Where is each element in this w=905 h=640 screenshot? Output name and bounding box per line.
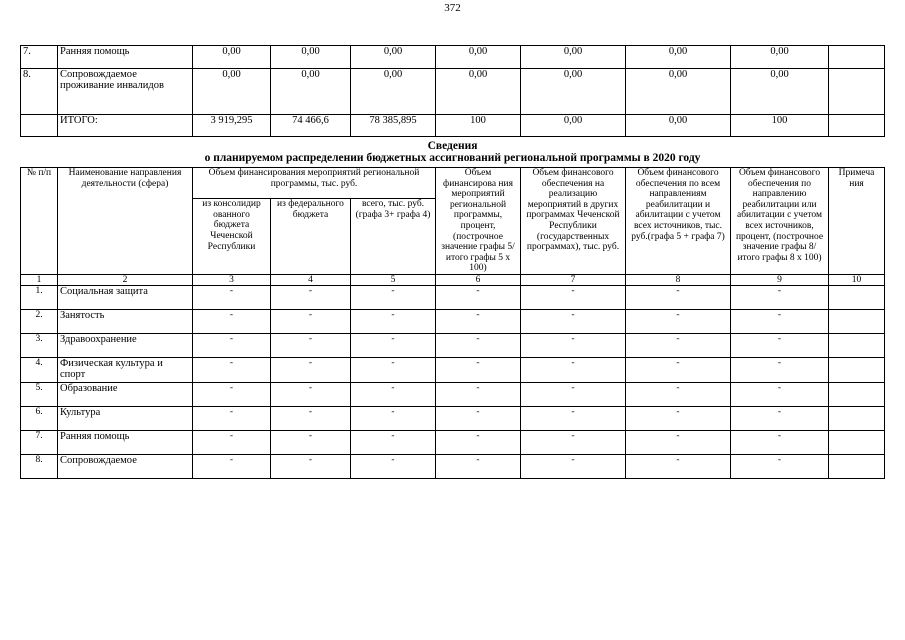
table-row: [21, 309, 885, 333]
row-value: -: [436, 357, 521, 382]
row-value: 100: [436, 115, 521, 137]
row-value: [829, 454, 885, 478]
column-number: 1: [21, 274, 58, 285]
column-number: 2: [58, 274, 193, 285]
row-value: -: [351, 309, 436, 333]
table-row: [21, 285, 885, 309]
column-number: 3: [193, 274, 271, 285]
row-value: -: [271, 357, 351, 382]
row-name: ИТОГО:: [58, 115, 193, 137]
row-value: -: [193, 309, 271, 333]
row-num: 8.: [21, 454, 58, 478]
table-row: [21, 333, 885, 357]
row-value: -: [731, 333, 829, 357]
row-value: [829, 46, 885, 69]
row-value: -: [626, 309, 731, 333]
row-value: -: [626, 430, 731, 454]
row-value: 0,00: [626, 46, 731, 69]
row-name: Сопровождаемое проживание инвалидов: [58, 69, 193, 115]
row-value: -: [731, 430, 829, 454]
header-col8: Объем финансового обеспечения по всем направлениям реабилитации и абилитации с учетом всех источников, тыс. руб.(графа 5 + графа 7): [626, 168, 731, 275]
header-col9: Объем финансового обеспечения по направлению реабилитации или абилитации с учетом всех источников, процент, (построчное значение графы 8/ итого графы 8 х 100): [731, 168, 829, 275]
row-value: 0,00: [193, 69, 271, 115]
column-number: 10: [829, 274, 885, 285]
row-value: -: [351, 406, 436, 430]
row-value: 0,00: [626, 69, 731, 115]
row-value: -: [521, 357, 626, 382]
page-number: 372: [444, 2, 461, 14]
row-value: -: [436, 406, 521, 430]
table-row: [21, 382, 885, 406]
row-value: [829, 309, 885, 333]
column-number: 7: [521, 274, 626, 285]
row-num: 3.: [21, 333, 58, 357]
row-num: 7.: [21, 430, 58, 454]
table1-body: [21, 46, 885, 137]
row-value: -: [271, 454, 351, 478]
row-value: -: [521, 430, 626, 454]
row-num: 2.: [21, 309, 58, 333]
row-name: Социальная защита: [58, 285, 193, 309]
row-value: [829, 69, 885, 115]
column-numbers-row: [21, 274, 885, 285]
budget-distribution-table: [20, 167, 885, 479]
row-value: 0,00: [521, 46, 626, 69]
row-value: -: [521, 454, 626, 478]
row-value: -: [626, 357, 731, 382]
row-value: -: [731, 454, 829, 478]
row-value: -: [626, 454, 731, 478]
row-value: -: [271, 382, 351, 406]
row-value: -: [271, 309, 351, 333]
row-value: -: [521, 309, 626, 333]
header-name: Наименование направления деятельности (сфера): [58, 168, 193, 275]
row-value: -: [351, 382, 436, 406]
row-value: -: [521, 382, 626, 406]
row-value: -: [436, 285, 521, 309]
table2-body: [21, 285, 885, 478]
row-value: -: [271, 333, 351, 357]
row-name: Ранняя помощь: [58, 46, 193, 69]
column-number: 9: [731, 274, 829, 285]
row-num: 8.: [21, 69, 58, 115]
row-value: -: [521, 406, 626, 430]
column-number: 6: [436, 274, 521, 285]
header-sub1: из консолидир ованного бюджета Чеченской Республики: [193, 199, 271, 275]
header-num: № п/п: [21, 168, 58, 275]
table-row: [21, 430, 885, 454]
row-value: 3 919,295: [193, 115, 271, 137]
row-value: -: [626, 406, 731, 430]
row-num: 6.: [21, 406, 58, 430]
row-value: 0,00: [436, 69, 521, 115]
section-heading: [0, 140, 905, 164]
row-value: -: [731, 382, 829, 406]
row-value: -: [436, 454, 521, 478]
row-value: -: [193, 333, 271, 357]
row-value: -: [436, 309, 521, 333]
row-name: Сопровождаемое: [58, 454, 193, 478]
row-value: 0,00: [731, 46, 829, 69]
row-value: 100: [731, 115, 829, 137]
row-value: -: [521, 285, 626, 309]
row-num: 7.: [21, 46, 58, 69]
row-value: -: [271, 285, 351, 309]
row-value: 0,00: [521, 69, 626, 115]
row-name: Физическая культура и спорт: [58, 357, 193, 382]
row-value: -: [731, 406, 829, 430]
row-value: [829, 430, 885, 454]
heading-title: Сведения: [427, 140, 478, 152]
column-number: 4: [271, 274, 351, 285]
row-num: 1.: [21, 285, 58, 309]
row-value: -: [193, 357, 271, 382]
header-volume-group: Объем финансирования мероприятий региональной программы, тыс. руб.: [193, 168, 436, 199]
row-value: [829, 285, 885, 309]
row-value: -: [193, 430, 271, 454]
header-col6: Объем финансирова ния мероприятий региональной программы, процент, (построчное значение графы 5/ итого графы 5 х 100): [436, 168, 521, 275]
row-value: 0,00: [626, 115, 731, 137]
row-num: [21, 115, 58, 137]
row-value: 78 385,895: [351, 115, 436, 137]
row-name: Культура: [58, 406, 193, 430]
row-name: Занятость: [58, 309, 193, 333]
row-value: -: [731, 285, 829, 309]
row-value: -: [521, 333, 626, 357]
row-value: 0,00: [731, 69, 829, 115]
row-value: -: [436, 382, 521, 406]
row-value: -: [193, 285, 271, 309]
row-value: -: [351, 285, 436, 309]
row-value: 0,00: [271, 46, 351, 69]
row-value: -: [351, 333, 436, 357]
row-value: -: [731, 309, 829, 333]
table-row: [21, 115, 885, 137]
row-value: 0,00: [271, 69, 351, 115]
column-number: 8: [626, 274, 731, 285]
row-value: 74 466,6: [271, 115, 351, 137]
table-row: [21, 46, 885, 69]
row-value: -: [193, 382, 271, 406]
row-value: [829, 357, 885, 382]
row-value: [829, 382, 885, 406]
header-col10: Примеча ния: [829, 168, 885, 275]
header-sub2: из федерального бюджета: [271, 199, 351, 275]
row-value: [829, 406, 885, 430]
row-value: [829, 115, 885, 137]
column-number: 5: [351, 274, 436, 285]
row-value: -: [731, 357, 829, 382]
header-col7: Объем финансового обеспечения на реализацию мероприятий в других программах Чеченской Республики (государственных программах), тыс. руб.: [521, 168, 626, 275]
row-value: -: [626, 333, 731, 357]
row-name: Здравоохранение: [58, 333, 193, 357]
row-num: 5.: [21, 382, 58, 406]
table-row: [21, 69, 885, 115]
row-name: Образование: [58, 382, 193, 406]
row-value: -: [193, 406, 271, 430]
row-name: Ранняя помощь: [58, 430, 193, 454]
row-value: -: [271, 406, 351, 430]
row-value: 0,00: [351, 69, 436, 115]
row-value: [829, 333, 885, 357]
row-value: -: [271, 430, 351, 454]
row-value: 0,00: [521, 115, 626, 137]
table-row: [21, 454, 885, 478]
row-value: -: [193, 454, 271, 478]
row-value: -: [351, 357, 436, 382]
row-value: -: [626, 382, 731, 406]
header-sub3: всего, тыс. руб. (графа 3+ графа 4): [351, 199, 436, 275]
row-value: -: [351, 430, 436, 454]
row-value: 0,00: [193, 46, 271, 69]
table-row: [21, 357, 885, 382]
row-value: -: [351, 454, 436, 478]
row-value: -: [626, 285, 731, 309]
heading-subtitle: о планируемом распределении бюджетных ассигнований региональной программы в 2020 году: [204, 152, 701, 164]
row-value: 0,00: [351, 46, 436, 69]
table-row: [21, 406, 885, 430]
row-value: 0,00: [436, 46, 521, 69]
row-value: -: [436, 430, 521, 454]
row-num: 4.: [21, 357, 58, 382]
row-value: -: [436, 333, 521, 357]
table2-header: [21, 168, 885, 286]
table-previous-continuation: [20, 45, 885, 137]
